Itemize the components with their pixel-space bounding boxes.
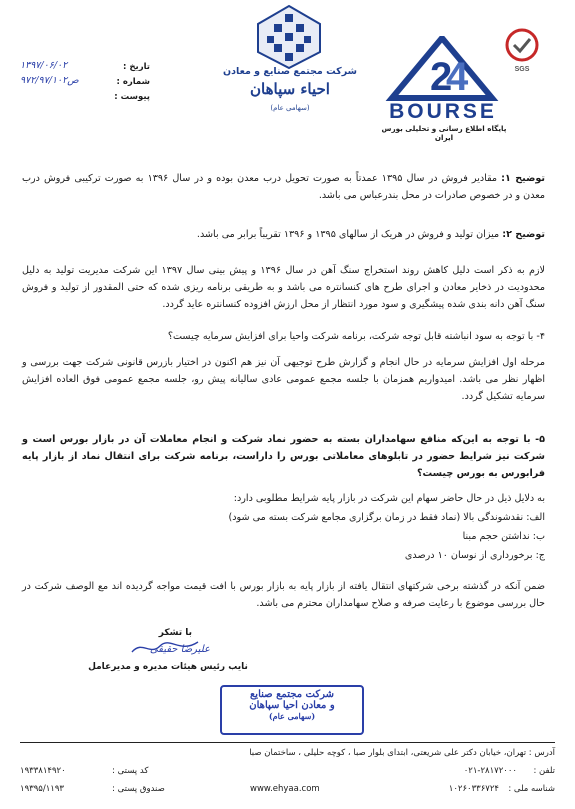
company-name-line1: شرکت مجتمع صنایع و معادن (223, 66, 357, 77)
phone-value: ۰۲۱-۲۸۱۷۲۰۰۰ (463, 766, 517, 776)
sgs-cert-icon (505, 28, 539, 74)
company-name-line2: احیاء سپاهان (250, 80, 330, 98)
stamp-line1: شرکت مجتمع صنایع (249, 689, 335, 700)
footer-divider (20, 742, 555, 743)
condition-b: ب: نداشتن حجم مبنا (462, 531, 545, 542)
note-2 (22, 226, 545, 243)
po-box-label: صندوق پستی : (112, 784, 165, 794)
answer-4: مرحله اول افزایش سرمایه در حال انجام و گزارش طرح توجیهی آن نیز هم اکنون در اختیار بازرس قانونی شرکت جهت بررسی و اظهار نظر می باشد. امیدواریم همزمان با جلسه مجمع عمومی عادی سالیانه پیش رو، جلسه مجمع عمومی فوق العاده افزایش سرمایه تشکیل گردد. (22, 357, 545, 402)
question-5: ۵- با توجه به این‌که منافع سهامداران بسته به حضور نماد شرکت و انجام معاملات آن در بازار بورس است و شرکت نیز شرایط حضور در تابلوهای معاملاتی بورس را داراست، برنامه شرکت برای انتقال نماد از بازار پایه فرابورس به بورس چیست؟ (22, 434, 545, 479)
date-row (20, 62, 150, 72)
national-id-label: شناسه ملی : (508, 784, 555, 794)
footer-address: آدرس : تهران، خیابان دکتر علی شریعتی، ابتدای بلوار صبا ، کوچه حلیلی ، ساختمان صبا (249, 748, 555, 758)
condition-c: ج: برخورداری از نوسان ۱۰ درصدی (404, 550, 545, 561)
bourse-tagline: پایگاه اطلاع رسانی و تحلیلی بورس ایران (381, 124, 507, 142)
signature-mark-icon (130, 638, 200, 658)
postal-code-label: کد پستی : (112, 766, 149, 776)
stamp-line3: (سهامی عام) (268, 711, 316, 721)
company-stamp (220, 685, 364, 735)
website-link[interactable]: www.ehyaa.com (250, 784, 320, 794)
note-2-text: میزان تولید و فروش در هریک از سالهای ۱۳۹۵ و ۱۳۹۶ تقریباً برابر می باشد. (196, 229, 503, 240)
sgs-label: SGS (514, 66, 530, 73)
postal-code-value: ۱۹۳۳۸۱۴۹۲۰ (20, 766, 66, 776)
closing-paragraph: ضمن آنکه در گذشته برخی شرکتهای انتقال یافته از بازار پایه به بازار بورس با افت قیمت مواجه گردیده اند مع الوصف شرکت در حال بررسی موضوع با رعایت صرفه و صلاح سهامداران محترم می باشد. (22, 581, 545, 609)
number-value: ۹۷۲/۹۷/۱۰۲ص (20, 75, 79, 86)
number-row (20, 77, 150, 87)
attachment-label: پیوست : (114, 92, 150, 102)
question-4: ۴- با توجه به سود انباشته قابل توجه شرکت، برنامه شرکت واحیا برای افزایش سرمایه چیست؟ (167, 331, 545, 342)
date-label: تاریخ : (123, 62, 150, 72)
bourse-wordmark: BOURSE (389, 100, 497, 123)
conditions-intro: به دلایل ذیل در حال حاضر سهام این شرکت در بازار پایه شرایط مطلوبی دارد: (233, 493, 545, 504)
production-paragraph: لازم به ذکر است دلیل کاهش روند استخراج سنگ آهن در سال ۱۳۹۶ و پیش بینی سال ۱۳۹۷ این شرکت مدیریت تولید به دلیل محدودیت در ذخایر معادن و اجرای طرح های کنسانتره می باشد و به طریقی برنامه ریزی شده که حتی المقدور از تولید و فروش سنگ آهن دانه بندی شده پیشگیری و سود مورد انتظار از محل ارزش افزوده کنسانتره عاید گردد. (22, 265, 545, 310)
condition-a: الف: نقدشوندگی بالا (نماد فقط در زمان برگزاری مجامع شرکت بسته می شود) (228, 512, 545, 523)
stamp-line2: و معادن احیا سپاهان (249, 700, 335, 711)
date-value: ۱۳۹۷/۰۶/۰۲ (20, 60, 68, 71)
signer-title: نایب رئیس هیئات مدیره و مدیرعامل (88, 662, 248, 672)
po-box-value: ۱۹۳۹۵/۱۱۹۳ (20, 784, 64, 794)
regards-text: با تشکر (158, 628, 192, 638)
number-label: شماره : (116, 77, 150, 87)
note-2-label: توضیح ۲: (502, 229, 545, 240)
phone-label: تلفن : (533, 766, 555, 776)
signer-name: علیرضا حقیقی (149, 644, 210, 655)
note-1 (22, 170, 545, 204)
company-logo-icon (254, 4, 324, 70)
attachment-row (20, 92, 150, 102)
note-1-text: مقادیر فروش در سال ۱۳۹۵ عمدتاً به صورت تحویل درب معدن بوده و در سال ۱۳۹۶ به صورت ترکیبی فروش درب معدن و در خصوص صادرات در محل بندرعباس می باشد. (22, 173, 545, 201)
svg-text:4: 4 (446, 55, 469, 99)
company-name-line3: (سهامی عام) (270, 104, 310, 112)
national-id-value: ۱۰۲۶۰۳۳۶۷۲۴ (448, 784, 499, 794)
svg-text:2: 2 (430, 55, 453, 99)
note-1-label: توضیح ۱: (501, 173, 545, 184)
